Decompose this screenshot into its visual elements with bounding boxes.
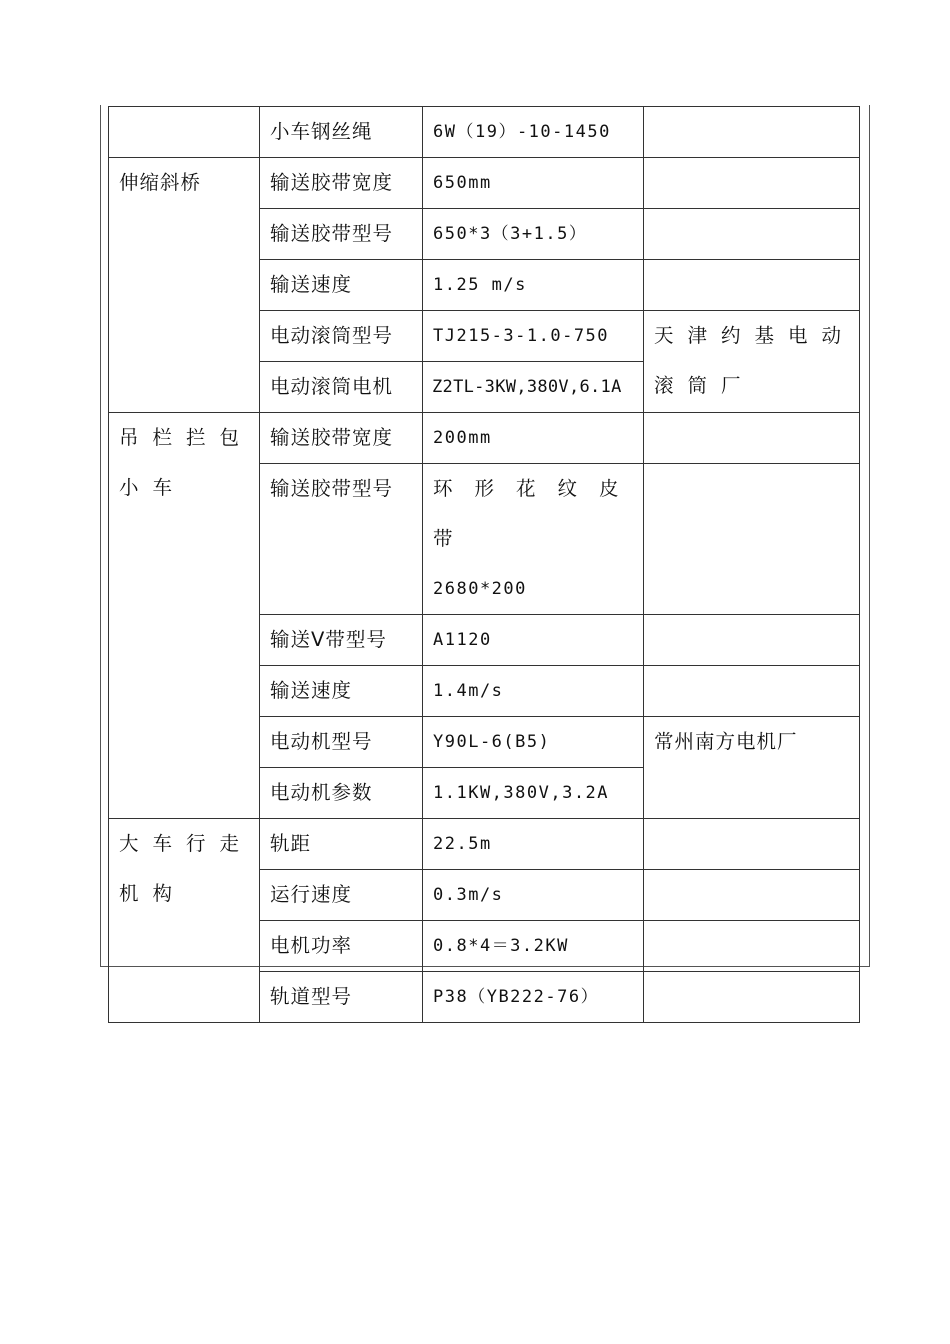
group-cell-empty <box>109 107 260 158</box>
table-row <box>109 413 860 464</box>
value-cell: 22.5m <box>423 819 644 870</box>
table-row <box>109 107 860 158</box>
item-cell: 运行速度 <box>260 870 423 921</box>
item-cell: 输送胶带型号 <box>260 464 423 615</box>
value-cell: Y90L-6(B5) <box>423 717 644 768</box>
maker-cell <box>644 464 860 615</box>
maker-cell <box>644 209 860 260</box>
value-cell: 650mm <box>423 158 644 209</box>
value-cell: 1.1KW,380V,3.2A <box>423 768 644 819</box>
item-cell: 轨距 <box>260 819 423 870</box>
maker-cell <box>644 921 860 972</box>
maker-cell-tianjin: 天津约基电动滚筒厂 <box>644 311 860 413</box>
maker-cell <box>644 107 860 158</box>
item-cell: 电动机型号 <box>260 717 423 768</box>
maker-cell <box>644 972 860 1023</box>
value-cell: 0.8*4＝3.2KW <box>423 921 644 972</box>
maker-cell <box>644 615 860 666</box>
maker-cell-changzhou: 常州南方电机厂 <box>644 717 860 819</box>
item-cell: 电动滚筒型号 <box>260 311 423 362</box>
table-row <box>109 158 860 209</box>
item-cell: 输送V带型号 <box>260 615 423 666</box>
maker-cell <box>644 260 860 311</box>
item-cell: 电动机参数 <box>260 768 423 819</box>
table-row <box>109 819 860 870</box>
value-cell: P38（YB222-76） <box>423 972 644 1023</box>
value-cell: 6W（19）-10-1450 <box>423 107 644 158</box>
maker-cell <box>644 819 860 870</box>
maker-cell <box>644 413 860 464</box>
maker-cell <box>644 158 860 209</box>
group-cell-crane-travel: 大车行走机构 <box>109 819 260 1023</box>
group-cell-telescopic-bridge: 伸缩斜桥 <box>109 158 260 413</box>
value-line-1: 环形花纹皮带 <box>433 477 641 550</box>
item-cell: 输送胶带宽度 <box>260 413 423 464</box>
group-cell-hanging-rail-cart: 吊栏拦包小车 <box>109 413 260 819</box>
value-cell-two-line <box>423 464 644 615</box>
value-cell: 0.3m/s <box>423 870 644 921</box>
item-cell: 电动滚筒电机 <box>260 362 423 413</box>
value-line-2: 2680*200 <box>433 579 527 599</box>
spec-table <box>108 106 860 1023</box>
item-cell: 输送速度 <box>260 666 423 717</box>
value-cell: 1.4m/s <box>423 666 644 717</box>
item-cell: 输送胶带型号 <box>260 209 423 260</box>
item-cell: 输送胶带宽度 <box>260 158 423 209</box>
value-cell: Z2TL-3KW,380V,6.1A <box>423 362 644 413</box>
item-cell: 轨道型号 <box>260 972 423 1023</box>
item-cell: 电机功率 <box>260 921 423 972</box>
value-cell: 650*3（3+1.5） <box>423 209 644 260</box>
value-cell: A1120 <box>423 615 644 666</box>
value-cell: TJ215-3-1.0-750 <box>423 311 644 362</box>
item-cell: 输送速度 <box>260 260 423 311</box>
item-cell: 小车钢丝绳 <box>260 107 423 158</box>
maker-cell <box>644 666 860 717</box>
value-cell: 1.25 m/s <box>423 260 644 311</box>
maker-cell <box>644 870 860 921</box>
value-cell: 200mm <box>423 413 644 464</box>
